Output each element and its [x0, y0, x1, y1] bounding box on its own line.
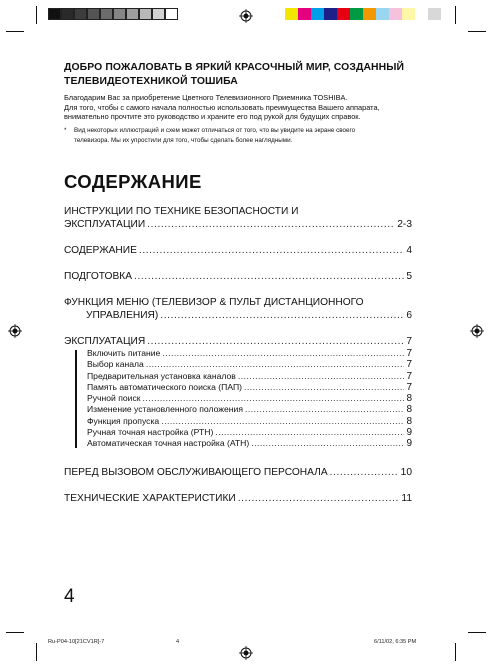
- color-swatch: [415, 8, 428, 20]
- crop-mark-bl-v: [36, 643, 37, 661]
- toc-page-number: 7: [406, 348, 412, 359]
- toc-subentry[interactable]: [75, 348, 412, 359]
- crop-mark-br-v: [455, 643, 456, 661]
- leader-dots: [251, 438, 404, 449]
- leader-dots: [147, 335, 404, 348]
- toc-subentry-label: Функция пропуска: [87, 415, 160, 426]
- toc-entry-label: ТЕХНИЧЕСКИЕ ХАРАКТЕРИСТИКИ: [64, 492, 236, 504]
- toc-subentry[interactable]: [75, 404, 412, 415]
- leader-dots: [143, 393, 405, 404]
- leader-dots: [139, 244, 404, 257]
- toc-page-number: 10: [400, 466, 412, 478]
- gray-swatch: [61, 8, 74, 20]
- leader-dots: [215, 427, 404, 438]
- toc-entry-label: СОДЕРЖАНИЕ: [64, 245, 137, 256]
- toc-page-number: 7: [406, 381, 412, 393]
- toc-page-number: 5: [406, 271, 412, 282]
- leader-dots: [134, 270, 404, 283]
- toc-entry-label: ПОДГОТОВКА: [64, 271, 133, 282]
- leader-dots: [161, 416, 404, 427]
- leader-dots: [238, 371, 405, 382]
- toc-subentry[interactable]: [75, 371, 412, 382]
- crop-mark-br-h: [468, 632, 486, 633]
- color-swatch: [285, 8, 298, 20]
- gray-swatch: [48, 8, 61, 20]
- color-swatch: [311, 8, 324, 20]
- welcome-heading: ДОБРО ПОЖАЛОВАТЬ В ЯРКИЙ КРАСОЧНЫЙ МИР, СОЗДАННЫЙ ТЕЛЕВИДЕОТЕХНИКОЙ ТОШИБА: [64, 62, 405, 87]
- note-asterisk: *: [64, 127, 67, 134]
- toc-entry-operation[interactable]: [64, 335, 412, 348]
- toc-page-number: 7: [406, 370, 412, 382]
- leader-dots: [238, 492, 400, 505]
- toc-entry-safety[interactable]: [64, 218, 412, 231]
- toc-page-number: 8: [406, 415, 412, 427]
- crop-mark-bl-h: [6, 632, 24, 633]
- toc-entry-contents[interactable]: [64, 244, 412, 257]
- footer-sheet-number: 4: [176, 639, 180, 645]
- toc-page-number: 2-3: [397, 219, 412, 230]
- leader-dots: [245, 404, 404, 415]
- toc-page-number: 11: [401, 492, 412, 504]
- gray-swatch: [74, 8, 87, 20]
- toc-entry-menu[interactable]: [64, 309, 412, 322]
- color-swatch: [350, 8, 363, 20]
- toc-subentry-label: Автоматическая точная настройка (АТН): [87, 438, 250, 449]
- toc-entry-safety-line1: ИНСТРУКЦИИ ПО ТЕХНИКЕ БЕЗОПАСНОСТИ И: [64, 206, 299, 217]
- crop-mark-tl-h: [6, 31, 24, 32]
- leader-dots: [147, 218, 395, 231]
- toc-subentry[interactable]: [75, 393, 412, 404]
- color-swatch: [363, 8, 376, 20]
- toc-subentry-label: Память автоматического поиска (ПАП): [87, 381, 242, 392]
- color-swatch: [298, 8, 311, 20]
- intro-line: Благодарим Вас за приобретение Цветного Телевизионного Приемника TOSHIBA.: [64, 93, 348, 102]
- leader-dots: [244, 382, 404, 393]
- page-number: 4: [64, 586, 75, 607]
- registration-mark-bottom-icon: [239, 646, 253, 660]
- gray-swatch: [165, 8, 178, 20]
- toc-entry-specifications[interactable]: [64, 492, 412, 505]
- color-swatch: [337, 8, 350, 20]
- toc-subentry-label: Изменение установленного положения: [87, 404, 243, 415]
- toc-subentry-label: Ручной поиск: [87, 393, 141, 404]
- note-line: телевизора. Мы их упростили для того, чтобы сделать более наглядными.: [74, 137, 293, 144]
- leader-dots: [330, 466, 399, 479]
- note-line: Вид некоторых иллюстраций и схем может отличаться от того, что вы увидите на экране своего: [74, 127, 356, 134]
- leader-dots: [146, 359, 405, 370]
- toc-entry-label: ЭКСПЛУАТАЦИЯ: [64, 336, 146, 347]
- toc-subentry-label: Предварительная установка каналов: [87, 370, 236, 381]
- toc-subentry-label: Выбор канала: [87, 359, 144, 370]
- toc-subentry[interactable]: [75, 438, 412, 449]
- toc-page-number: 9: [406, 438, 412, 450]
- toc-subentry[interactable]: [75, 359, 412, 370]
- toc-page-number: 7: [406, 336, 412, 347]
- color-swatch: [402, 8, 415, 20]
- gray-swatch: [113, 8, 126, 20]
- toc-entry-menu-line1: ФУНКЦИЯ МЕНЮ (ТЕЛЕВИЗОР & ПУЛЬТ ДИСТАНЦИОННОГО: [64, 297, 364, 308]
- crop-mark-tl-v: [36, 6, 37, 24]
- intro-line: Для того, чтобы с самого начала полностью использовать преимущества Вашего аппарата,: [64, 102, 380, 112]
- color-swatch: [324, 8, 337, 20]
- toc-subentry[interactable]: [75, 416, 412, 427]
- toc-entry-preparation[interactable]: [64, 270, 412, 283]
- color-swatch: [428, 8, 441, 20]
- toc-entry-label: ЭКСПЛУАТАЦИИ: [64, 219, 146, 230]
- toc-page-number: 9: [406, 427, 412, 439]
- intro-paragraph: [64, 93, 444, 122]
- toc-entry-label: УПРАВЛЕНИЯ): [86, 310, 159, 321]
- toc-subentry[interactable]: [75, 427, 412, 438]
- color-swatch: [376, 8, 389, 20]
- color-swatch: [389, 8, 402, 20]
- footer-file-name: Ru-P04-10[21CV1R]-7: [48, 639, 105, 645]
- crop-mark-tr-h: [468, 31, 486, 32]
- gray-swatch: [126, 8, 139, 20]
- toc-page-number: 8: [406, 404, 412, 416]
- gray-swatch: [139, 8, 152, 20]
- toc-page-number: 8: [406, 393, 412, 405]
- illustration-note: [64, 126, 444, 146]
- toc-entry-service[interactable]: [64, 466, 412, 479]
- crop-mark-tr-v: [455, 6, 456, 24]
- footer-date-time: 6/11/02, 6:35 PM: [374, 639, 417, 645]
- leader-dots: [160, 309, 404, 322]
- subsection-bracket: [75, 350, 77, 448]
- toc-entry-label: ПЕРЕД ВЫЗОВОМ ОБСЛУЖИВАЮЩЕГО ПЕРСОНАЛА: [64, 466, 328, 478]
- toc-subentry-label: Ручная точная настройка (РТН): [87, 427, 214, 438]
- registration-mark-top-icon: [239, 9, 253, 23]
- gray-swatch: [100, 8, 113, 20]
- gray-swatch: [87, 8, 100, 20]
- toc-page-number: 7: [406, 359, 412, 371]
- table-of-contents: [64, 205, 412, 505]
- intro-line: внимательно прочтите это руководство и храните его под рукой для будущих справок.: [64, 112, 361, 122]
- contents-title: СОДЕРЖАНИЕ: [64, 171, 202, 192]
- process-color-bar: [285, 8, 441, 20]
- toc-subentry-label: Включить питание: [87, 348, 161, 358]
- registration-mark-right-icon: [470, 324, 484, 338]
- leader-dots: [162, 348, 404, 359]
- toc-page-number: 4: [406, 245, 412, 256]
- toc-subentry[interactable]: [75, 382, 412, 393]
- operation-subsections: [75, 348, 412, 450]
- gray-swatch: [152, 8, 165, 20]
- toc-page-number: 6: [406, 310, 412, 321]
- registration-mark-left-icon: [8, 324, 22, 338]
- gray-color-bar: [48, 8, 178, 20]
